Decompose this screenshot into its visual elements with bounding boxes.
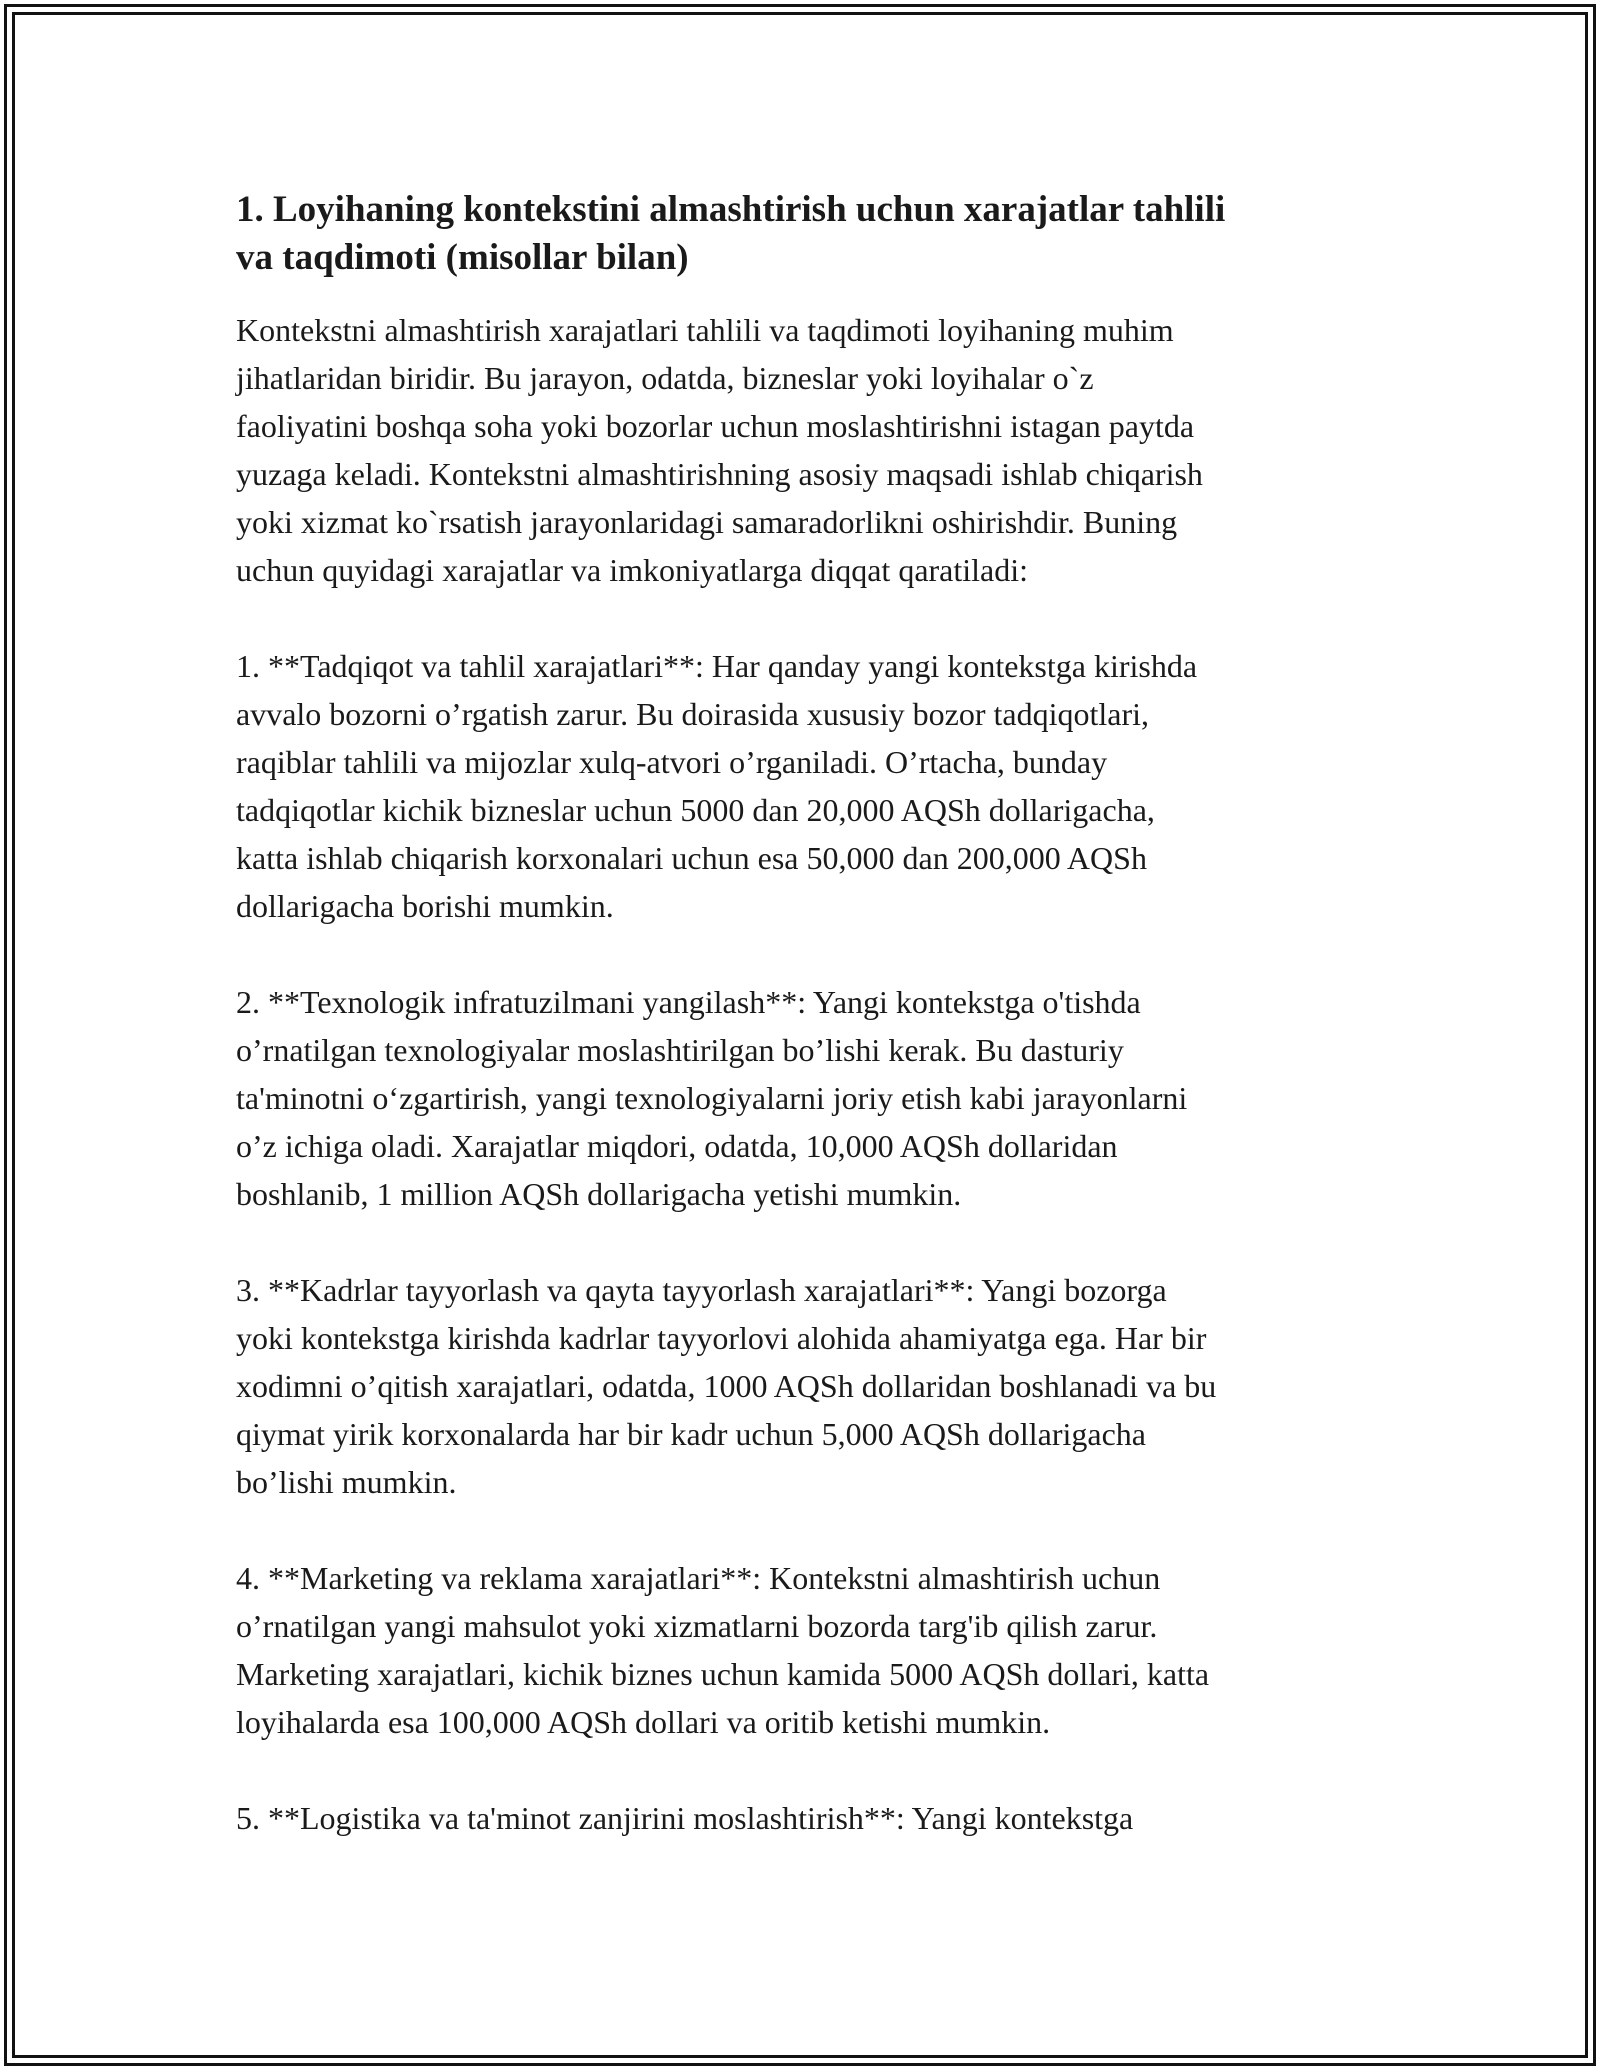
list-item-tech-infrastructure — [236, 978, 1376, 1218]
text-line: yoki xizmat ko`rsatish jarayonlaridagi samaradorlikni oshirishdir. Buning — [236, 504, 1178, 540]
text-line: uchun quyidagi xarajatlar va imkoniyatlarga diqqat qaratiladi: — [236, 552, 1029, 588]
list-item-research-costs — [236, 642, 1376, 930]
text-line: 3. **Kadrlar tayyorlash va qayta tayyorlash xarajatlari**: Yangi bozorga — [236, 1272, 1167, 1308]
text-line: xodimni o’qitish xarajatlari, odatda, 1000 AQSh dollaridan boshlanadi va bu — [236, 1368, 1217, 1404]
list-item-staff-training — [236, 1266, 1376, 1506]
text-line: dollarigacha borishi mumkin. — [236, 888, 614, 924]
text-line: yoki kontekstga kirishda kadrlar tayyorlovi alohida ahamiyatga ega. Har bir — [236, 1320, 1207, 1356]
text-line: avvalo bozorni o’rgatish zarur. Bu doirasida xususiy bozor tadqiqotlari, — [236, 696, 1149, 732]
intro-paragraph — [236, 306, 1376, 594]
text-line: Kontekstni almashtirish xarajatlari tahlili va taqdimoti loyihaning muhim — [236, 312, 1174, 348]
list-item-marketing — [236, 1554, 1376, 1746]
document-body — [236, 186, 1376, 1890]
text-line: ta'minotni o‘zgartirish, yangi texnologiyalarni joriy etish kabi jarayonlarni — [236, 1080, 1188, 1116]
text-line: raqiblar tahlili va mijozlar xulq-atvori o’rganiladi. O’rtacha, bunday — [236, 744, 1108, 780]
text-line: o’rnatilgan texnologiyalar moslashtirilgan bo’lishi kerak. Bu dasturiy — [236, 1032, 1124, 1068]
text-line: 5. **Logistika va ta'minot zanjirini moslashtirish**: Yangi kontekstga — [236, 1800, 1134, 1836]
text-line: 2. **Texnologik infratuzilmani yangilash**: Yangi kontekstga o'tishda — [236, 984, 1141, 1020]
title-line: va taqdimoti (misollar bilan) — [236, 237, 689, 278]
text-line: tadqiqotlar kichik bizneslar uchun 5000 dan 20,000 AQSh dollarigacha, — [236, 792, 1155, 828]
text-line: qiymat yirik korxonalarda har bir kadr uchun 5,000 AQSh dollarigacha — [236, 1416, 1146, 1452]
title-line: 1. Loyihaning kontekstini almashtirish uchun xarajatlar tahlili — [236, 189, 1226, 230]
text-line: bo’lishi mumkin. — [236, 1464, 457, 1500]
text-line: o’z ichiga oladi. Xarajatlar miqdori, odatda, 10,000 AQSh dollaridan — [236, 1128, 1118, 1164]
text-line: jihatlaridan biridir. Bu jarayon, odatda, bizneslar yoki loyihalar o`z — [236, 360, 1094, 396]
text-line: faoliyatini boshqa soha yoki bozorlar uchun moslashtirishni istagan paytda — [236, 408, 1195, 444]
text-line: boshlanib, 1 million AQSh dollarigacha yetishi mumkin. — [236, 1176, 962, 1212]
list-item-logistics — [236, 1794, 1376, 1842]
text-line: yuzaga keladi. Kontekstni almashtirishning asosiy maqsadi ishlab chiqarish — [236, 456, 1203, 492]
text-line: loyihalarda esa 100,000 AQSh dollari va oritib ketishi mumkin. — [236, 1704, 1051, 1740]
text-line: katta ishlab chiqarish korxonalari uchun esa 50,000 dan 200,000 AQSh — [236, 840, 1147, 876]
text-line: o’rnatilgan yangi mahsulot yoki xizmatlarni bozorda targ'ib qilish zarur. — [236, 1608, 1158, 1644]
text-line: 1. **Tadqiqot va tahlil xarajatlari**: Har qanday yangi kontekstga kirishda — [236, 648, 1198, 684]
text-line: 4. **Marketing va reklama xarajatlari**: Kontekstni almashtirish uchun — [236, 1560, 1161, 1596]
text-line: Marketing xarajatlari, kichik biznes uchun kamida 5000 AQSh dollari, katta — [236, 1656, 1210, 1692]
document-title — [236, 186, 1376, 282]
